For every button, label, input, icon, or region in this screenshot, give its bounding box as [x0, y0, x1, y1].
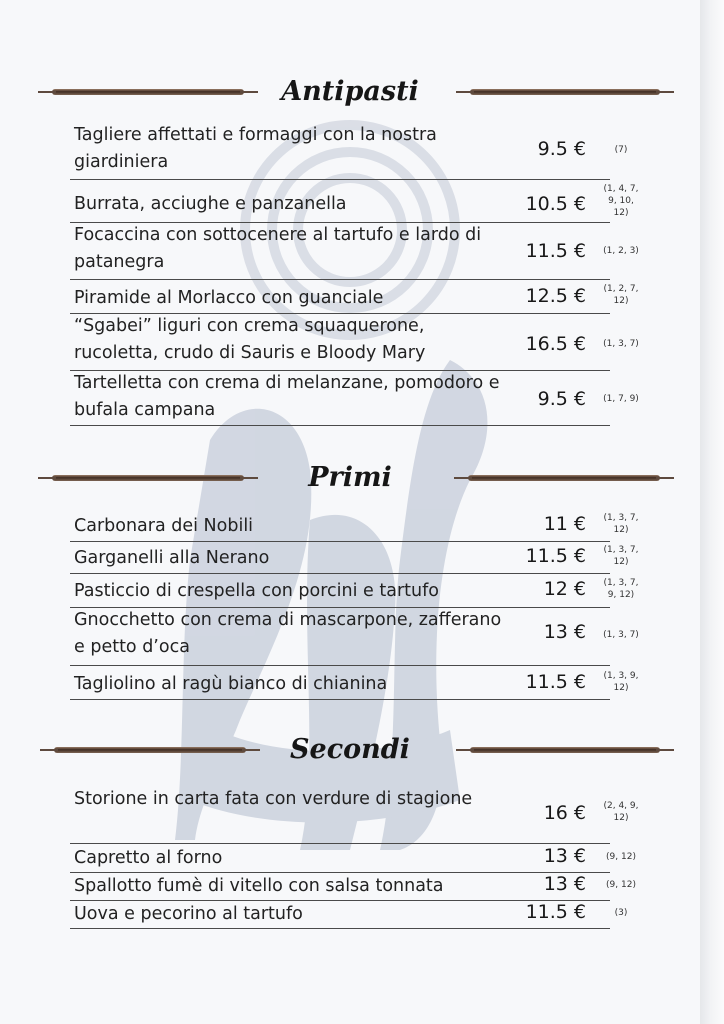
menu-item — [70, 370, 639, 426]
menu-item — [70, 222, 639, 280]
item-allergens: (3) — [614, 908, 628, 918]
item-name: Tagliere affettati e formaggi con la nostra giardiniera — [74, 125, 437, 172]
item-name: Tartelletta con crema di melanzane, pomodoro e bufala campana — [74, 373, 500, 420]
item-name: Carbonara dei Nobili — [74, 516, 254, 536]
item-name: Focaccina con sottocenere al tartufo e lardo di patanegra — [74, 225, 482, 272]
item-allergens: (9, 12) — [606, 880, 636, 890]
item-price: 10.5 € — [525, 193, 586, 215]
section-primi — [0, 458, 700, 694]
item-price: 11.5 € — [525, 545, 586, 567]
item-price: 9.5 € — [537, 388, 586, 410]
item-price: 11 € — [543, 513, 586, 535]
page-edge-shadow — [700, 0, 724, 1024]
item-allergens: (2, 4, 9, 12) — [603, 801, 639, 823]
item-price: 12 € — [543, 578, 586, 600]
heading-divider-right — [468, 475, 660, 481]
item-price: 16.5 € — [525, 333, 586, 355]
item-price: 13 € — [543, 873, 586, 895]
item-allergens: (1, 3, 9, 12) — [603, 671, 639, 693]
item-price: 13 € — [543, 621, 586, 643]
item-price: 11.5 € — [525, 901, 586, 923]
item-allergens: (1, 4, 7, 9, 10, 12) — [603, 184, 639, 218]
item-name: Garganelli alla Nerano — [74, 548, 270, 568]
item-price: 12.5 € — [525, 285, 586, 307]
item-name: Tagliolino al ragù bianco di chianina — [74, 674, 388, 694]
item-allergens: (1, 3, 7, 12) — [603, 513, 639, 535]
item-allergens: (1, 3, 7, 12) — [603, 545, 639, 567]
menu-item — [70, 607, 639, 666]
item-name: Uova e pecorino al tartufo — [74, 904, 303, 924]
item-allergens: (1, 3, 7) — [603, 630, 639, 640]
item-name: Burrata, acciughe e panzanella — [74, 194, 347, 214]
item-allergens: (1, 3, 7, 9, 12) — [603, 578, 639, 600]
menu-item — [70, 541, 639, 574]
menu-item — [70, 279, 639, 314]
item-allergens: (1, 7, 9) — [603, 394, 639, 404]
item-name: Pasticcio di crespella con porcini e tartufo — [74, 581, 439, 601]
menu-item — [70, 665, 639, 700]
section-title: Primi — [308, 462, 392, 493]
item-price: 9.5 € — [537, 138, 586, 160]
item-name: Piramide al Morlacco con guanciale — [74, 288, 384, 308]
heading-divider-right — [470, 747, 660, 753]
menu-item — [70, 510, 639, 542]
item-allergens: (1, 3, 7) — [603, 339, 639, 349]
item-allergens: (1, 2, 3) — [603, 246, 639, 256]
item-name: Spallotto fumè di vitello con salsa tonnata — [74, 876, 444, 896]
item-price: 16 € — [543, 802, 586, 824]
menu-item — [70, 573, 639, 608]
menu-item — [70, 900, 628, 929]
section-secondi — [0, 730, 700, 924]
item-name: Capretto al forno — [74, 848, 223, 868]
item-name: “Sgabei” liguri con crema squaquerone, rucoletta, crudo di Sauris e Bloody Mary — [74, 316, 426, 363]
menu-item — [70, 786, 639, 844]
item-price: 11.5 € — [525, 671, 586, 693]
menu-item — [70, 122, 628, 180]
item-allergens: (9, 12) — [606, 852, 636, 862]
section-antipasti — [0, 72, 700, 420]
menu-item — [70, 179, 639, 223]
item-name: Storione in carta fata con verdure di stagione — [74, 789, 473, 809]
item-name: Gnocchetto con crema di mascarpone, zafferano e petto d’oca — [74, 610, 502, 657]
item-allergens: (7) — [614, 145, 628, 155]
menu-item — [70, 843, 636, 873]
section-title: Antipasti — [281, 76, 419, 107]
section-title: Secondi — [290, 734, 410, 765]
menu-item — [70, 313, 639, 371]
item-price: 11.5 € — [525, 240, 586, 262]
item-allergens: (1, 2, 7, 12) — [603, 284, 639, 306]
menu-item — [70, 872, 636, 901]
heading-divider-right — [470, 89, 660, 95]
item-price: 13 € — [543, 845, 586, 867]
